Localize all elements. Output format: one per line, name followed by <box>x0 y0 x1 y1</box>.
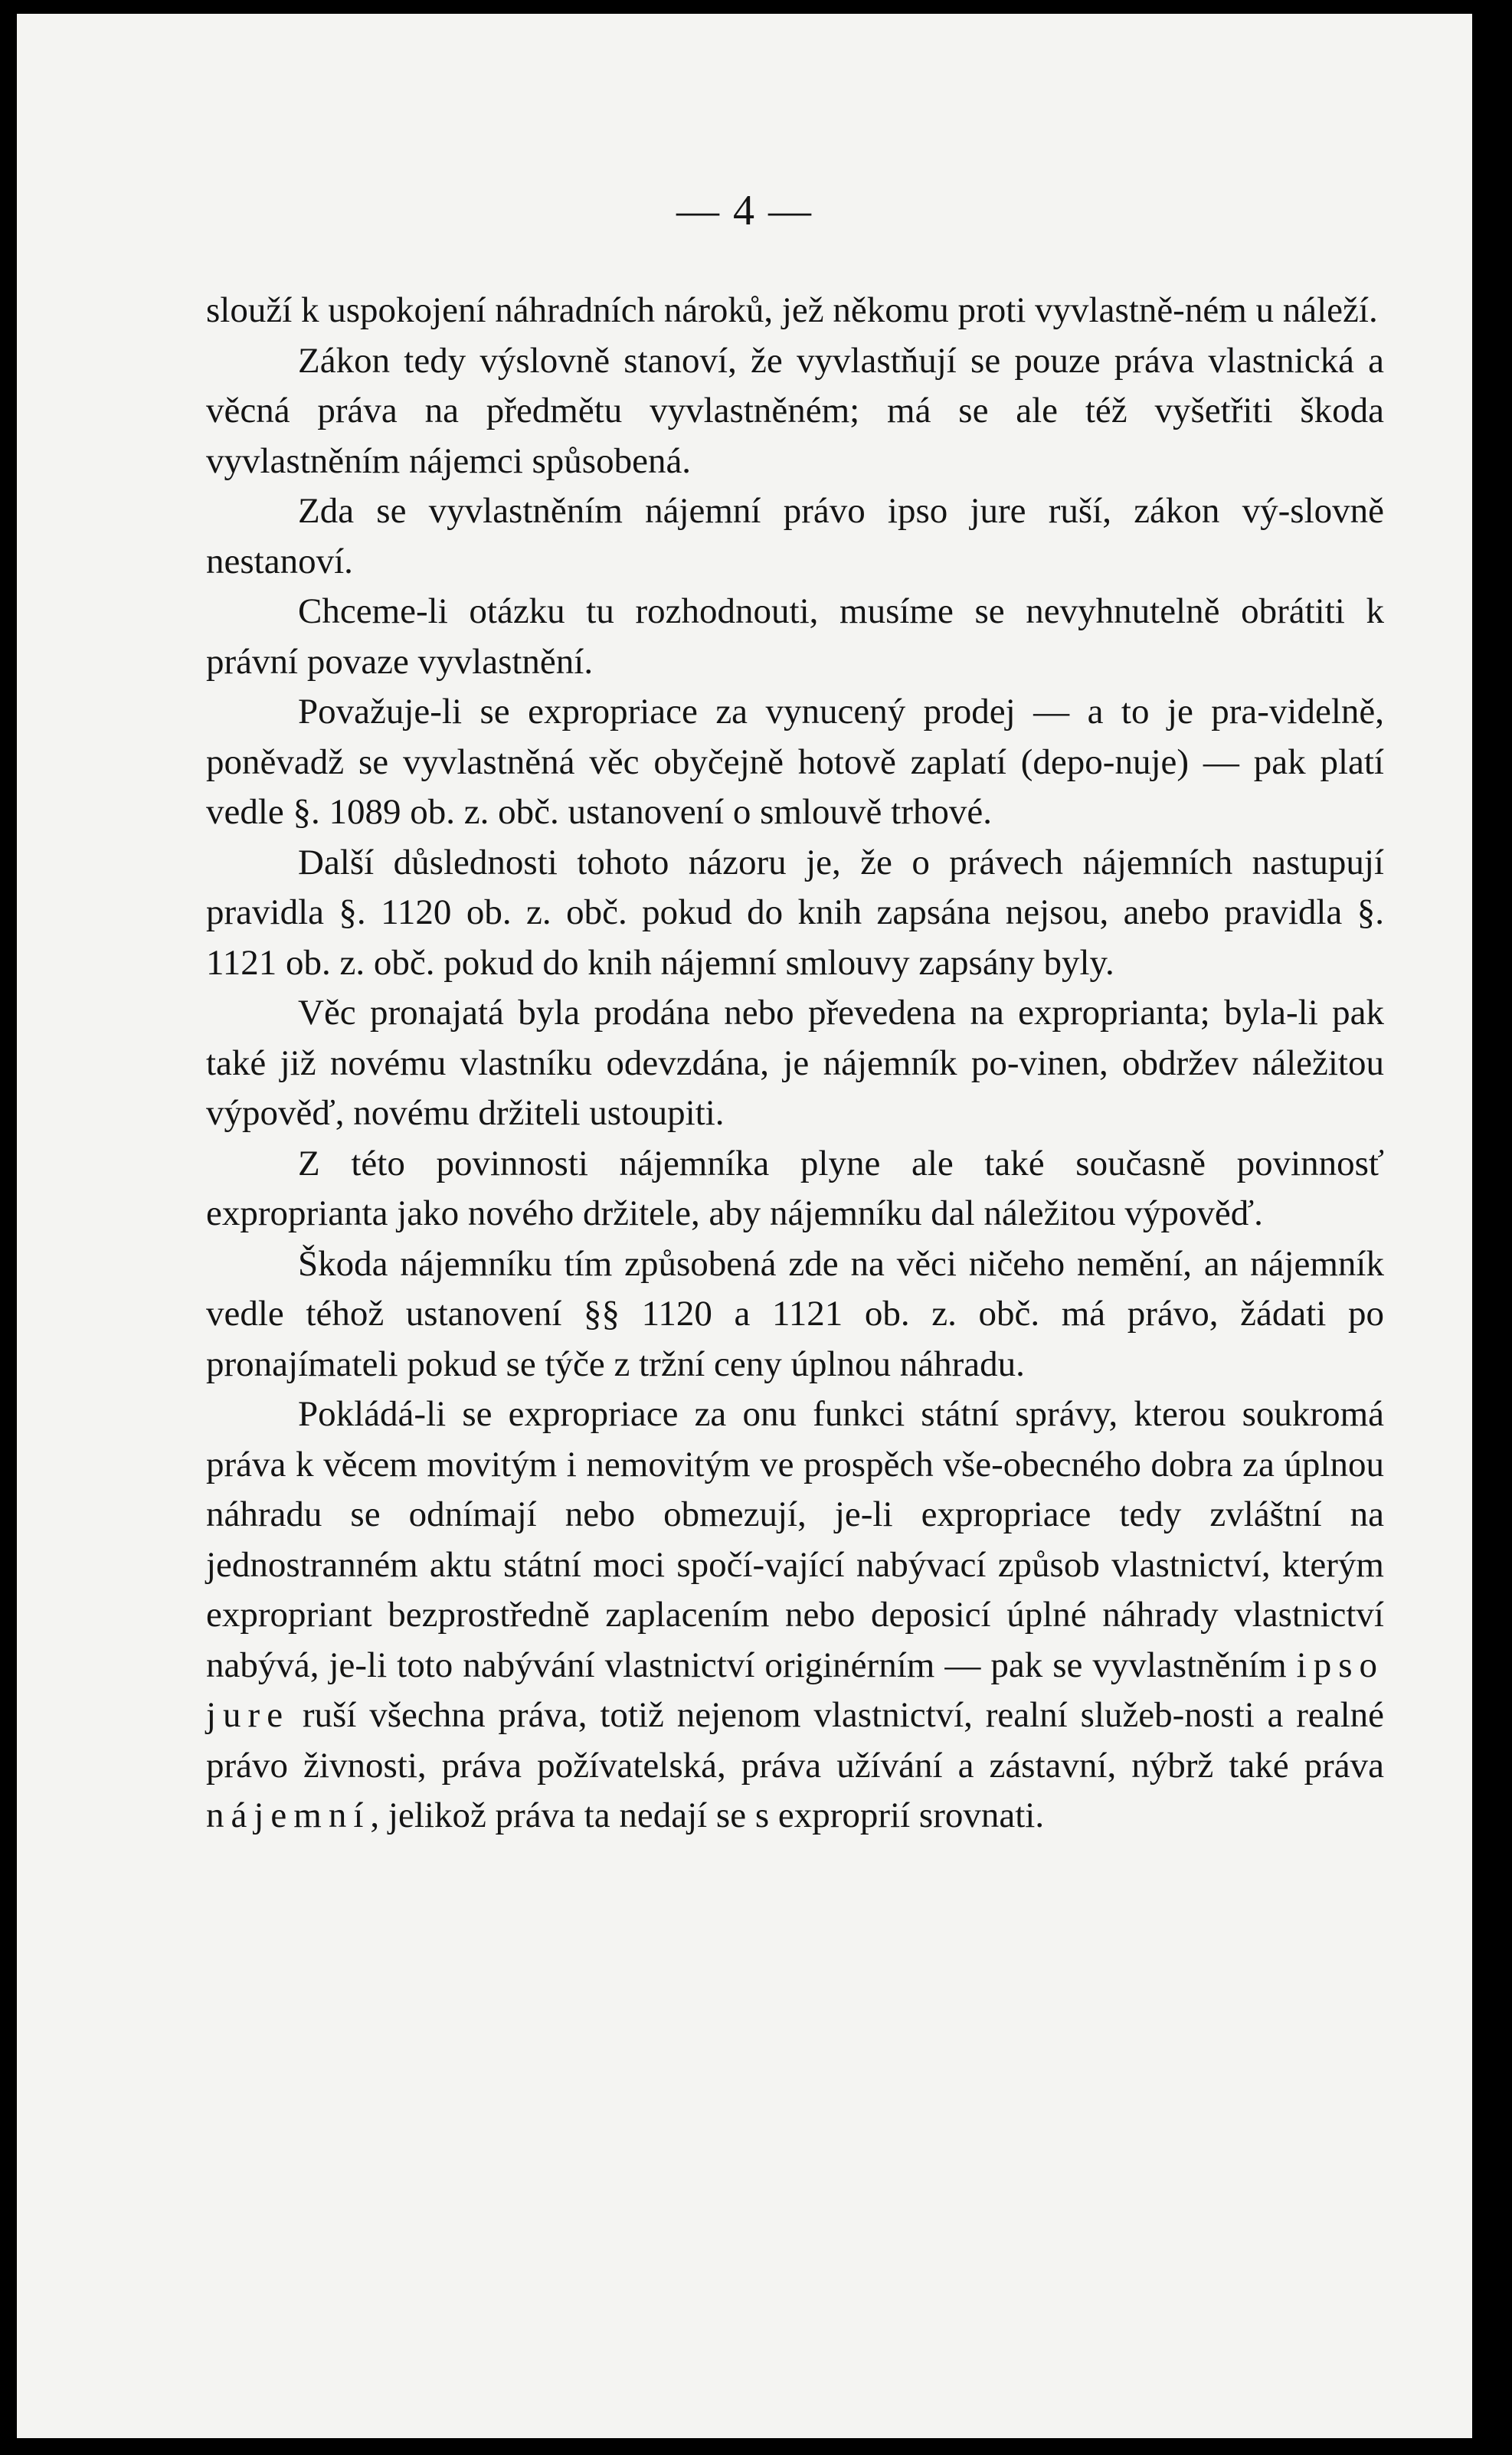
paragraph-2 <box>206 336 1384 487</box>
paragraph-6-text: Další důslednosti tohoto názoru je, že o právech nájemních nastupují pravidla §. 1120 ob. z. obč. pokud do knih zapsána nejsou, anebo pravidla §. 1121 ob. z. obč. pokud do knih nájemní smlouvy zapsány byly. <box>206 842 1384 983</box>
paragraph-10-spaced-term-b: nájemní <box>206 1795 371 1835</box>
paragraph-3 <box>206 486 1384 587</box>
paragraph-5-text: Považuje-li se expropriace za vynucený prodej — a to je pra-videlně, poněvadž se vyvlastněná věc obyčejně hotově zaplatí (depo-nuje) — pak platí vedle §. 1089 ob. z. obč. ustanovení o smlouvě trhové. <box>206 692 1384 832</box>
paragraph-4 <box>206 587 1384 687</box>
paragraph-4-text: Chceme-li otázku tu rozhodnouti, musíme se nevyhnutelně obrátiti k právní povaze vyvlastnění. <box>206 591 1384 682</box>
paragraph-10-text-a: Pokládá-li se expropriace za onu funkci státní správy, kterou soukromá práva k věcem movitým i nemovitým ve prospěch vše-obecného dobra za úplnou náhradu se odnímají nebo obmezují, je-li expropriace tedy zvláštní na jednostranném aktu státní moci spočí-vající nabývací způsob vlastnictví, kterým expropriant bezprostředně zaplacením nebo deposicí úplné náhrady vlastnictví nabývá, je-li toto nabývání vlastnictví originérním — pak se vyvlastněním <box>206 1394 1384 1685</box>
body-text <box>206 286 1384 1841</box>
paragraph-1 <box>206 286 1384 336</box>
page-number: — 4 — <box>676 187 813 234</box>
paragraph-6 <box>206 838 1384 989</box>
paragraph-10-spaced-term-a: ipso jure <box>206 1645 1384 1735</box>
paragraph-2-text: Zákon tedy výslovně stanoví, že vyvlastňují se pouze práva vlastnická a věcná práva na předmětu vyvlastněném; má se ale též vyšetřiti škoda vyvlastněním nájemci spůsobená. <box>206 340 1384 481</box>
paragraph-8-text: Z této povinnosti nájemníka plyne ale také současně povinnosť exproprianta jako nového držitele, aby nájemníku dal náležitou výpověď. <box>206 1143 1384 1233</box>
paragraph-9-text: Škoda nájemníku tím způsobená zde na věci ničeho nemění, an nájemník vedle téhož ustanovení §§ 1120 a 1121 ob. z. obč. má právo, žádati po pronajímateli pokud se týče z tržní ceny úplnou náhradu. <box>206 1243 1384 1384</box>
paragraph-7 <box>206 988 1384 1139</box>
paragraph-3-text: Zda se vyvlastněním nájemní právo ipso jure ruší, zákon vý-slovně nestanoví. <box>206 491 1384 581</box>
paragraph-7-text: Věc pronajatá byla prodána nebo převedena na exproprianta; byla-li pak také již novému vlastníku odevzdána, je nájemník po-vinen, obdržev náležitou výpověď, novému držiteli ustoupiti. <box>206 993 1384 1133</box>
paragraph-10 <box>206 1390 1384 1841</box>
book-page <box>17 14 1472 2438</box>
paragraph-5 <box>206 687 1384 838</box>
paragraph-10-text-c: , jelikož práva ta nedají se s exproprií srovnati. <box>370 1795 1045 1835</box>
paragraph-9 <box>206 1239 1384 1390</box>
paragraph-1-text: slouží k uspokojení náhradních nároků, jež někomu proti vyvlastně-ném u náleží. <box>206 290 1378 330</box>
paragraph-8 <box>206 1139 1384 1239</box>
paragraph-10-text-b: ruší všechna práva, totiž nejenom vlastnictví, realní služeb-nosti a realné právo živnosti, práva požívatelská, práva užívání a zástavní, nýbrž také práva <box>206 1695 1384 1786</box>
